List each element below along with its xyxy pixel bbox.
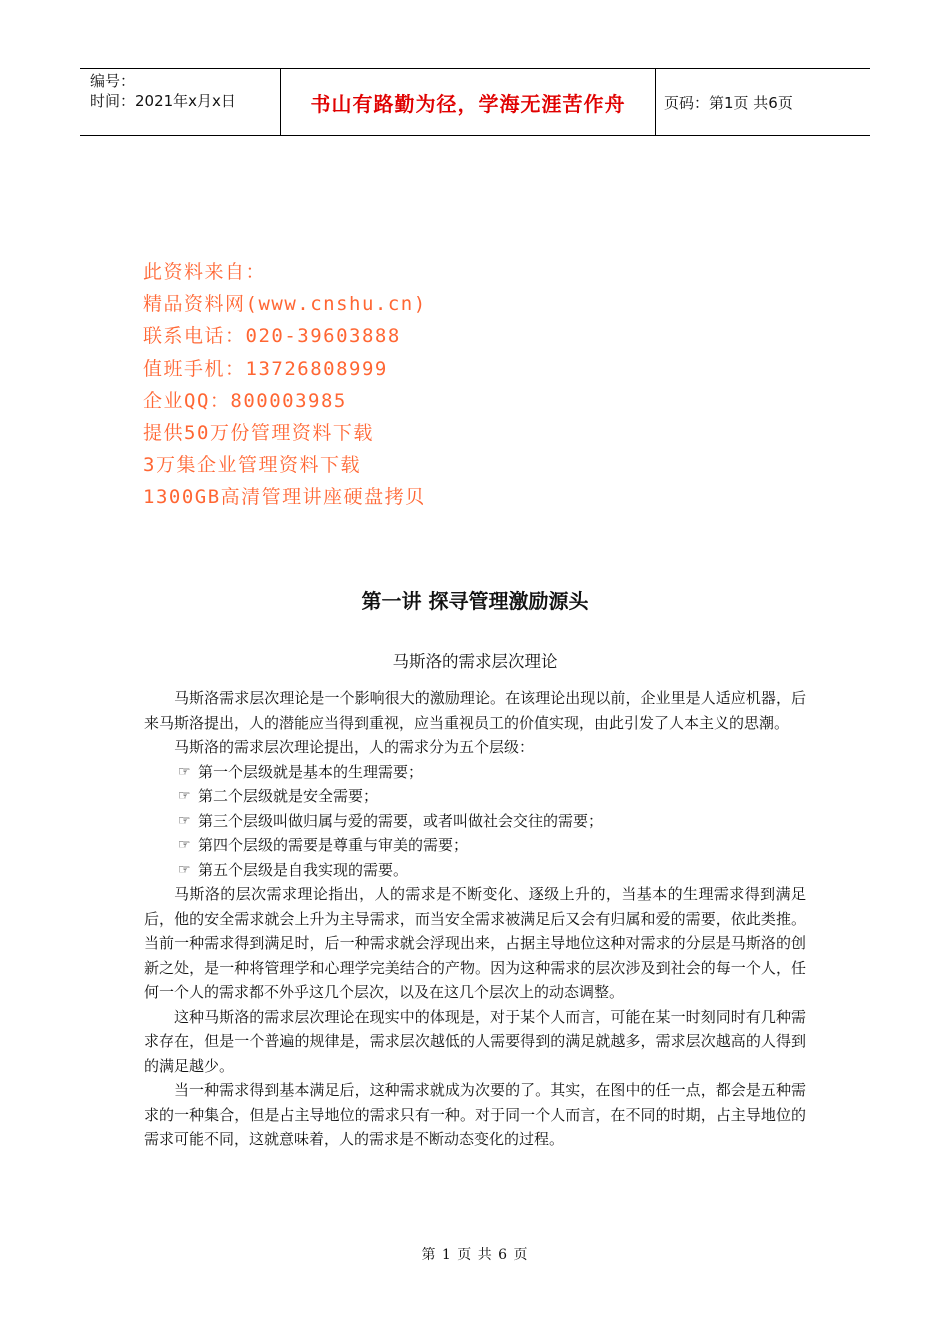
- paragraph-3: 这种马斯洛的需求层次理论在现实中的体现是，对于某个人而言，可能在某一时刻同时有几种需求存在，但是一个普遍的规律是，需求层次越低的人需要得到的满足就越多，需求层次越高的人得到的满足越少。: [144, 1007, 806, 1075]
- list-item: ☞ 第五个层级是自我实现的需要。: [144, 858, 806, 883]
- header-middle-cell: [280, 69, 656, 135]
- paragraph-intro: 马斯洛需求层次理论是一个影响很大的激励理论。在该理论出现以前，企业里是人适应机器，后来马斯洛提出，人的潜能应当得到重视，应当重视员工的价值实现，由此引发了人本主义的思潮。: [144, 689, 806, 732]
- header-left-cell: [80, 69, 280, 135]
- page-info: 页码：第1页 共6页: [664, 93, 793, 112]
- page-header: [80, 68, 870, 136]
- ad-line: 此资料来自：: [143, 261, 267, 283]
- hand-pointer-icon: ☞: [178, 861, 191, 878]
- page-footer: 第 1 页 共 6 页: [421, 1247, 529, 1263]
- header-right-cell: [656, 69, 870, 135]
- body-text: [144, 686, 806, 1152]
- list-item: ☞ 第一个层级就是基本的生理需要；: [144, 760, 806, 785]
- list-item: ☞ 第三个层级叫做归属与爱的需要，或者叫做社会交往的需要；: [144, 809, 806, 834]
- ad-line: 联系电话：020-39603888: [143, 325, 401, 348]
- ad-line: 精品资料网(www.cnshu.cn): [143, 293, 427, 316]
- section-title: 马斯洛的需求层次理论: [392, 652, 558, 671]
- list-item: ☞ 第四个层级的需要是尊重与审美的需要；: [144, 833, 806, 858]
- paragraph-2: 马斯洛的层次需求理论指出，人的需求是不断变化、逐级上升的，当基本的生理需求得到满足后，他的安全需求就会上升为主导需求，而当安全需求被满足后又会有归属和爱的需要，依此类推。当前一种需求得到满足时，后一种需求就会浮现出来，占据主导地位这种对需求的分层是马斯洛的创新之处，是一种将管理学和心理学完美结合的产物。因为这种需求的层次涉及到社会的每一个人，任何一个人的需求都不外乎这几个层次，以及在这几个层次上的动态调整。: [144, 885, 806, 1001]
- ad-line: 3万集企业管理资料下载: [143, 454, 361, 477]
- paragraph-4: 当一种需求得到基本满足后，这种需求就成为次要的了。其实，在图中的任一点，都会是五种需求的一种集合，但是占主导地位的需求只有一种。对于同一个人而言，在不同的时期，占主导地位的需求可能不同，这就意味着，人的需求是不断动态变化的过程。: [144, 1081, 806, 1148]
- ad-line: 值班手机：13726808999: [143, 357, 388, 380]
- time-label: 时间：2021年x月x日: [90, 92, 236, 110]
- advertisement-block: [143, 256, 427, 514]
- list-item: ☞ 第二个层级就是安全需要；: [144, 784, 806, 809]
- hand-pointer-icon: ☞: [178, 812, 191, 829]
- ad-line: 企业QQ：800003985: [143, 389, 347, 412]
- hand-pointer-icon: ☞: [178, 788, 191, 804]
- lecture-title: 第一讲 探寻管理激励源头: [361, 589, 589, 613]
- hand-pointer-icon: ☞: [178, 763, 191, 780]
- ad-line: 提供50万份管理资料下载: [143, 422, 374, 445]
- ad-line: 1300GB高清管理讲座硬盘拷贝: [143, 486, 426, 509]
- number-label: 编号：: [90, 72, 136, 90]
- paragraph-list-intro: 马斯洛的需求层次理论提出，人的需求分为五个层级：: [174, 738, 535, 756]
- motto-text: 书山有路勤为径，学海无涯苦作舟: [310, 91, 626, 116]
- hand-pointer-icon: ☞: [178, 837, 191, 853]
